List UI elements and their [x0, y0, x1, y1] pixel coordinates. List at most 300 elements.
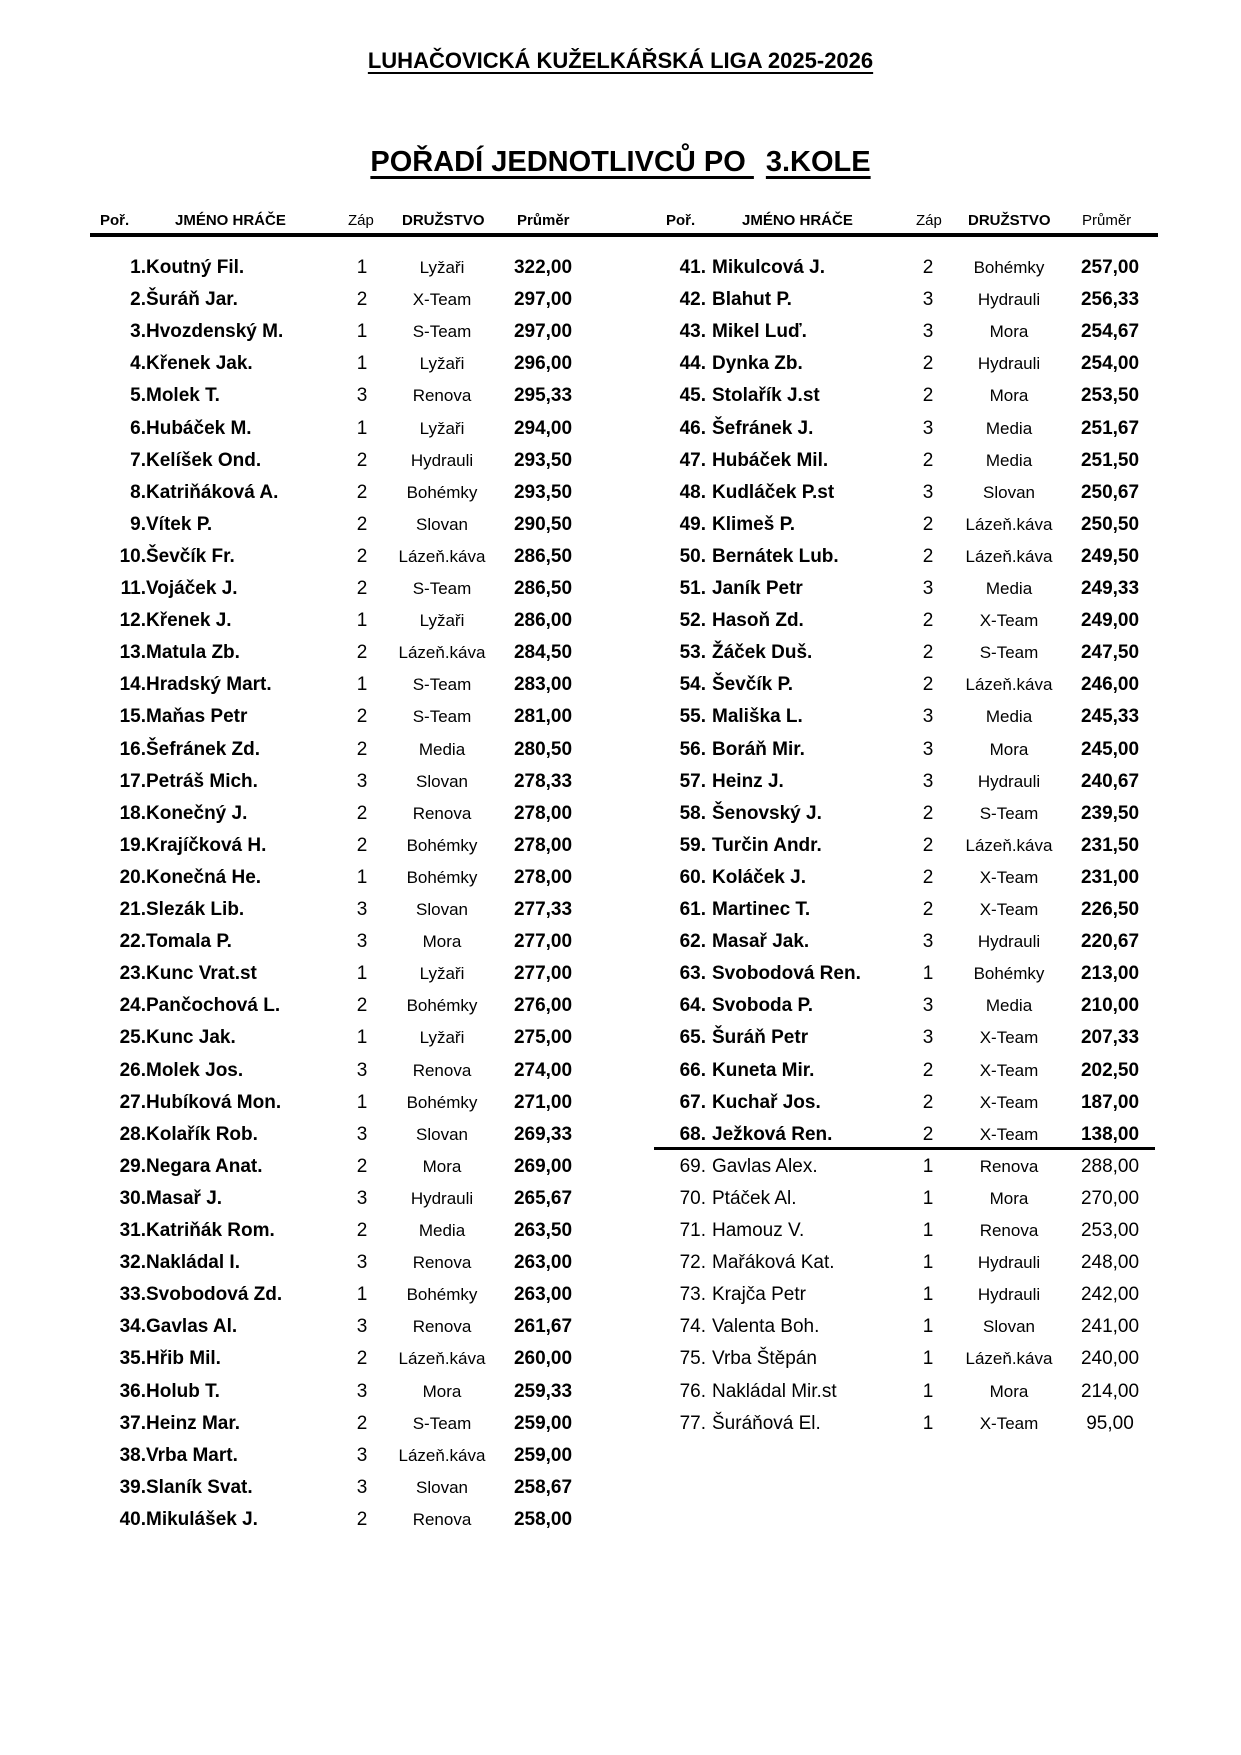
team-cell: Lázeň.káva: [965, 514, 1053, 534]
team-cell: Slovan: [416, 771, 468, 791]
average-cell: 265,67: [513, 1187, 573, 1209]
rank-cell: 58.: [679, 802, 706, 824]
rank-cell: 5.: [130, 385, 146, 407]
player-name-cell: Boráň Mir.: [712, 738, 805, 760]
player-name-cell: Bernátek Lub.: [712, 545, 839, 567]
player-name-cell: Vítek P.: [146, 513, 213, 535]
games-cell: 2: [922, 1091, 934, 1113]
player-name-cell: Svobodová Zd.: [146, 1284, 283, 1306]
player-name-cell: Šuráň Jar.: [146, 289, 238, 311]
average-cell: 213,00: [1080, 963, 1140, 985]
rank-cell: 59.: [679, 834, 706, 856]
player-name-cell: Mikulcová J.: [712, 257, 825, 278]
games-cell: 1: [356, 866, 368, 888]
rank-cell: 56.: [679, 738, 706, 760]
team-cell: Lázeň.káva: [398, 643, 486, 663]
player-name-cell: Holub T.: [146, 1380, 220, 1402]
games-cell: 1: [356, 610, 368, 632]
player-name-cell: Nakládal Mir.st: [712, 1380, 837, 1402]
average-cell: 296,00: [513, 353, 573, 375]
rank-cell: 75.: [679, 1348, 706, 1370]
player-name-cell: Šefránek J.: [712, 417, 814, 439]
rank-cell: 74.: [679, 1316, 706, 1338]
team-cell: Lázeň.káva: [965, 835, 1053, 855]
player-name-cell: Žáček Duš.: [712, 642, 813, 664]
player-name-cell: Šuráňová El.: [712, 1412, 821, 1434]
average-cell: 249,33: [1080, 578, 1140, 599]
rank-cell: 42.: [679, 289, 706, 311]
team-cell: X-Team: [979, 1092, 1039, 1112]
rank-cell: 65.: [679, 1027, 706, 1049]
rank-cell: 1.: [130, 257, 146, 278]
player-name-cell: Koláček J.: [712, 866, 806, 888]
player-name-cell: Hradský Mart.: [146, 674, 272, 696]
average-cell: 294,00: [513, 417, 573, 439]
team-cell: Mora: [989, 386, 1029, 406]
team-cell: Lázeň.káva: [398, 1349, 486, 1369]
average-cell: 214,00: [1080, 1380, 1140, 1402]
player-name-cell: Katriňák Rom.: [146, 1220, 275, 1241]
player-name-cell: Vrba Štěpán: [712, 1348, 817, 1370]
player-name-cell: Mikulášek J.: [146, 1508, 258, 1530]
games-cell: 3: [356, 770, 368, 792]
team-cell: Renova: [412, 1509, 472, 1529]
rank-cell: 69.: [679, 1155, 706, 1177]
rank-cell: 21.: [119, 899, 146, 920]
games-cell: 2: [922, 610, 934, 632]
games-cell: 1: [922, 1252, 934, 1274]
header-average-right: Průměr: [1082, 212, 1132, 229]
team-cell: Renova: [412, 803, 472, 823]
games-cell: 3: [356, 931, 368, 953]
average-cell: 254,67: [1080, 321, 1140, 343]
player-name-cell: Ševčík P.: [712, 674, 794, 696]
games-cell: 3: [356, 1123, 368, 1145]
average-cell: 246,00: [1080, 674, 1140, 696]
team-cell: Renova: [979, 1156, 1039, 1176]
rank-cell: 77.: [679, 1412, 706, 1434]
games-cell: 1: [356, 963, 368, 985]
team-cell: Slovan: [416, 1124, 468, 1144]
average-cell: 241,00: [1080, 1316, 1140, 1338]
team-cell: Media: [985, 996, 1033, 1016]
games-cell: 3: [922, 770, 934, 792]
team-cell: X-Team: [979, 611, 1039, 631]
player-name-cell: Negara Anat.: [146, 1155, 263, 1177]
average-cell: 284,50: [513, 642, 573, 664]
rank-cell: 34.: [119, 1316, 146, 1338]
player-name-cell: Hubáček Mil.: [712, 449, 829, 471]
rank-cell: 68.: [679, 1123, 706, 1145]
player-name-cell: Martinec T.: [712, 899, 811, 920]
player-name-cell: Hamouz V.: [712, 1220, 805, 1241]
league-title: [0, 48, 1241, 74]
games-cell: 3: [922, 481, 934, 503]
rank-cell: 30.: [119, 1187, 146, 1209]
rank-cell: 9.: [130, 513, 146, 535]
rank-cell: 14.: [119, 674, 146, 696]
average-cell: 245,00: [1080, 738, 1140, 760]
average-cell: 278,00: [513, 866, 573, 888]
team-cell: S-Team: [412, 1413, 472, 1433]
average-cell: 322,00: [513, 257, 573, 278]
team-cell: X-Team: [979, 1413, 1039, 1433]
games-cell: 1: [356, 1091, 368, 1113]
standings-title-main: POŘADÍ JEDNOTLIVCŮ PO: [370, 146, 754, 178]
team-cell: Hydrauli: [977, 932, 1041, 952]
rank-cell: 6.: [130, 417, 146, 439]
games-cell: 3: [922, 995, 934, 1017]
average-cell: 286,00: [513, 610, 573, 632]
average-cell: 281,00: [513, 706, 573, 728]
header-team-right: DRUŽSTVO: [968, 212, 1051, 229]
games-cell: 2: [356, 834, 368, 856]
average-cell: 258,00: [513, 1508, 573, 1530]
team-cell: Mora: [422, 1381, 462, 1401]
rank-cell: 73.: [679, 1284, 706, 1306]
rank-cell: 52.: [679, 610, 706, 632]
player-name-cell: Turčin Andr.: [712, 834, 822, 856]
team-cell: Slovan: [983, 1317, 1035, 1337]
rank-cell: 70.: [679, 1187, 706, 1209]
player-name-cell: Heinz J.: [712, 770, 784, 792]
games-cell: 1: [356, 321, 368, 343]
header-games-left: Záp: [348, 212, 374, 229]
average-cell: 297,00: [513, 289, 573, 311]
team-cell: Lyžaři: [419, 354, 465, 374]
team-cell: Slovan: [416, 514, 468, 534]
team-cell: S-Team: [412, 579, 472, 598]
team-cell: Hydrauli: [977, 354, 1041, 374]
games-cell: 2: [922, 802, 934, 824]
rank-cell: 57.: [679, 770, 706, 792]
games-cell: 2: [356, 289, 368, 311]
average-cell: 259,33: [513, 1380, 573, 1402]
player-name-cell: Šefránek Zd.: [146, 738, 261, 760]
games-cell: 3: [356, 1187, 368, 1209]
games-cell: 2: [356, 642, 368, 664]
average-cell: 210,00: [1080, 995, 1140, 1017]
rank-cell: 43.: [679, 321, 706, 343]
player-name-cell: Matula Zb.: [146, 642, 240, 664]
average-cell: 250,67: [1080, 481, 1140, 503]
games-cell: 2: [356, 1508, 368, 1530]
average-cell: 240,67: [1080, 770, 1140, 792]
team-cell: Bohémky: [406, 867, 478, 887]
player-name-cell: Kuchař Jos.: [712, 1091, 821, 1113]
rank-cell: 40.: [119, 1508, 146, 1530]
average-cell: 276,00: [513, 995, 573, 1017]
team-cell: Hydrauli: [977, 771, 1041, 791]
rank-cell: 31.: [119, 1220, 146, 1241]
team-cell: X-Team: [979, 1124, 1039, 1144]
rank-cell: 15.: [119, 706, 146, 728]
games-cell: 3: [356, 1476, 368, 1498]
games-cell: 3: [356, 385, 368, 407]
player-name-cell: Molek Jos.: [146, 1059, 244, 1081]
header-name-left: JMÉNO HRÁČE: [175, 212, 286, 229]
average-cell: 275,00: [513, 1027, 573, 1049]
team-cell: Lyžaři: [419, 1028, 465, 1048]
player-name-cell: Ševčík Fr.: [146, 545, 235, 567]
rank-cell: 38.: [119, 1444, 146, 1466]
team-cell: Bohémky: [406, 1285, 478, 1305]
team-cell: Mora: [989, 1381, 1029, 1401]
average-cell: 95,00: [1086, 1412, 1134, 1434]
games-cell: 3: [922, 1027, 934, 1049]
average-cell: 288,00: [1080, 1155, 1140, 1177]
average-cell: 249,00: [1080, 610, 1140, 632]
team-cell: Renova: [412, 386, 472, 406]
team-cell: Lázeň.káva: [398, 1445, 486, 1465]
team-cell: Mora: [989, 739, 1029, 759]
games-cell: 3: [922, 289, 934, 311]
games-cell: 2: [356, 481, 368, 503]
player-name-cell: Krajíčková H.: [146, 834, 267, 856]
rank-cell: 12.: [119, 610, 146, 632]
player-name-cell: Katriňáková A.: [146, 481, 279, 503]
player-name-cell: Koutný Fil.: [146, 257, 245, 278]
player-name-cell: Svoboda P.: [712, 995, 814, 1017]
rank-cell: 50.: [679, 545, 706, 567]
average-cell: 247,50: [1080, 642, 1140, 664]
player-name-cell: Tomala P.: [146, 931, 232, 953]
team-cell: Slovan: [983, 482, 1035, 502]
team-cell: Bohémky: [406, 482, 478, 502]
games-cell: 3: [922, 706, 934, 728]
average-cell: 187,00: [1080, 1091, 1140, 1113]
player-name-cell: Kuneta Mir.: [712, 1059, 815, 1081]
games-cell: 1: [356, 1027, 368, 1049]
games-cell: 2: [356, 578, 368, 599]
rank-cell: 33.: [119, 1284, 146, 1306]
average-cell: 259,00: [513, 1412, 573, 1434]
player-name-cell: Kudláček P.st: [712, 481, 835, 503]
average-cell: 263,00: [513, 1284, 573, 1306]
player-name-cell: Dynka Zb.: [712, 353, 803, 375]
games-cell: 2: [922, 385, 934, 407]
average-cell: 278,00: [513, 802, 573, 824]
team-cell: S-Team: [412, 707, 472, 727]
team-cell: Media: [985, 707, 1033, 727]
header-rank-right: Poř.: [666, 212, 696, 229]
team-cell: Media: [418, 739, 466, 759]
games-cell: 2: [922, 642, 934, 664]
player-name-cell: Šuráň Petr: [712, 1027, 809, 1049]
team-cell: X-Team: [979, 900, 1039, 919]
games-cell: 2: [356, 513, 368, 535]
average-cell: 231,00: [1080, 866, 1140, 888]
standings-title: [0, 146, 1241, 179]
games-cell: 2: [356, 995, 368, 1017]
games-cell: 2: [922, 545, 934, 567]
team-cell: Lyžaři: [419, 258, 465, 277]
average-cell: 249,50: [1080, 545, 1140, 567]
average-cell: 295,33: [513, 385, 573, 407]
average-cell: 239,50: [1080, 802, 1140, 824]
team-cell: Lyžaři: [419, 611, 465, 631]
rank-cell: 62.: [679, 931, 706, 953]
player-name-cell: Gavlas Al.: [146, 1316, 238, 1338]
games-cell: 2: [922, 1123, 934, 1145]
rank-cell: 36.: [119, 1380, 146, 1402]
rank-cell: 54.: [679, 674, 706, 696]
games-cell: 2: [356, 706, 368, 728]
average-cell: 278,33: [513, 770, 573, 792]
header-team-left: DRUŽSTVO: [402, 212, 485, 229]
rank-cell: 47.: [679, 449, 706, 471]
average-cell: 248,00: [1080, 1252, 1140, 1274]
rank-cell: 16.: [119, 738, 146, 760]
average-cell: 253,00: [1080, 1220, 1140, 1241]
average-cell: 251,50: [1080, 449, 1140, 471]
games-cell: 2: [356, 1155, 368, 1177]
player-name-cell: Ptáček Al.: [712, 1187, 797, 1209]
average-cell: 293,50: [513, 449, 573, 471]
rank-cell: 41.: [679, 257, 706, 278]
player-name-cell: Heinz Mar.: [146, 1412, 240, 1434]
games-cell: 3: [356, 899, 368, 920]
team-cell: Bohémky: [406, 835, 478, 855]
rank-cell: 19.: [119, 834, 146, 856]
rank-cell: 2.: [130, 289, 146, 311]
rank-cell: 66.: [679, 1059, 706, 1081]
rank-cell: 18.: [119, 802, 146, 824]
rank-cell: 20.: [119, 866, 146, 888]
average-cell: 286,50: [513, 545, 573, 567]
team-cell: Bohémky: [973, 258, 1045, 277]
rank-cell: 45.: [679, 385, 706, 407]
rank-cell: 22.: [119, 931, 146, 953]
team-cell: Mora: [422, 1156, 462, 1176]
player-name-cell: Konečná He.: [146, 866, 262, 888]
average-cell: 269,33: [513, 1123, 573, 1145]
average-cell: 293,50: [513, 481, 573, 503]
player-name-cell: Janík Petr: [712, 578, 803, 599]
games-cell: 1: [922, 1412, 934, 1434]
player-name-cell: Kolařík Rob.: [146, 1123, 258, 1145]
average-cell: 278,00: [513, 834, 573, 856]
player-name-cell: Kelíšek Ond.: [146, 449, 262, 471]
games-cell: 2: [922, 899, 934, 920]
games-cell: 2: [922, 449, 934, 471]
games-cell: 1: [922, 1380, 934, 1402]
player-name-cell: Ježková Ren.: [712, 1123, 833, 1145]
player-name-cell: Blahut P.: [712, 289, 792, 311]
games-cell: 1: [356, 353, 368, 375]
rank-cell: 7.: [130, 449, 146, 471]
player-name-cell: Maňas Petr: [146, 706, 248, 728]
games-cell: 1: [356, 417, 368, 439]
games-cell: 1: [922, 1220, 934, 1241]
player-name-cell: Masař J.: [146, 1187, 223, 1209]
header-average-left: Průměr: [517, 212, 570, 229]
team-cell: Mora: [422, 932, 462, 952]
player-name-cell: Stolařík J.st: [712, 385, 820, 407]
games-cell: 1: [922, 1284, 934, 1306]
player-name-cell: Křenek J.: [146, 610, 232, 632]
games-cell: 2: [922, 257, 934, 278]
average-cell: 261,67: [513, 1316, 573, 1338]
average-cell: 242,00: [1080, 1284, 1140, 1306]
rank-cell: 51.: [679, 578, 706, 599]
team-cell: S-Team: [412, 322, 472, 342]
team-cell: Renova: [412, 1317, 472, 1337]
rank-cell: 32.: [119, 1252, 146, 1274]
team-cell: Lyžaři: [419, 418, 465, 438]
games-cell: 3: [356, 1380, 368, 1402]
average-cell: 257,00: [1080, 257, 1140, 278]
rank-cell: 8.: [130, 481, 146, 503]
player-name-cell: Valenta Boh.: [712, 1316, 820, 1338]
team-cell: Slovan: [416, 1477, 468, 1497]
team-cell: Hydrauli: [410, 1188, 474, 1208]
rank-cell: 64.: [679, 995, 706, 1017]
player-name-cell: Kunc Jak.: [146, 1027, 236, 1049]
games-cell: 1: [922, 963, 934, 985]
average-cell: 220,67: [1080, 931, 1140, 953]
player-name-cell: Hvozdenský M.: [146, 321, 284, 343]
player-name-cell: Masař Jak.: [712, 931, 810, 953]
team-cell: Renova: [412, 1253, 472, 1273]
rank-cell: 25.: [119, 1027, 146, 1049]
team-cell: X-Team: [412, 290, 472, 310]
rank-cell: 28.: [119, 1123, 146, 1145]
games-cell: 2: [922, 866, 934, 888]
rank-cell: 48.: [679, 481, 706, 503]
player-name-cell: Vojáček J.: [146, 578, 238, 599]
player-name-cell: Slezák Lib.: [146, 899, 245, 920]
player-name-cell: Klimeš P.: [712, 513, 796, 535]
average-cell: 277,00: [513, 963, 573, 985]
header-rule: [90, 233, 1158, 237]
average-cell: 258,67: [513, 1476, 573, 1498]
average-cell: 263,50: [513, 1220, 573, 1241]
games-cell: 2: [922, 353, 934, 375]
games-cell: 2: [356, 1412, 368, 1434]
player-name-cell: Hřib Mil.: [146, 1348, 221, 1370]
average-cell: 251,67: [1080, 417, 1140, 439]
average-cell: 297,00: [513, 321, 573, 343]
average-cell: 231,50: [1080, 834, 1140, 856]
standings-title-round: 3.KOLE: [765, 146, 871, 178]
team-cell: Media: [985, 579, 1033, 598]
rank-cell: 55.: [679, 706, 706, 728]
average-cell: 202,50: [1080, 1059, 1140, 1081]
team-cell: Media: [985, 418, 1033, 438]
games-cell: 3: [922, 578, 934, 599]
games-cell: 1: [922, 1348, 934, 1370]
average-cell: 280,50: [513, 738, 573, 760]
average-cell: 263,00: [513, 1252, 573, 1274]
team-cell: Bohémky: [406, 1092, 478, 1112]
rank-cell: 13.: [119, 642, 146, 664]
team-cell: Hydrauli: [977, 1253, 1041, 1273]
games-cell: 3: [356, 1316, 368, 1338]
rank-cell: 44.: [679, 353, 706, 375]
player-name-cell: Křenek Jak.: [146, 353, 253, 375]
rank-cell: 71.: [679, 1220, 706, 1241]
average-cell: 256,33: [1080, 289, 1140, 311]
player-name-cell: Mikel Luď.: [712, 321, 807, 343]
team-cell: Hydrauli: [977, 1285, 1041, 1305]
average-cell: 138,00: [1080, 1123, 1140, 1145]
average-cell: 245,33: [1080, 706, 1140, 728]
rank-cell: 60.: [679, 866, 706, 888]
rank-cell: 4.: [130, 353, 146, 375]
rank-cell: 72.: [679, 1252, 706, 1274]
player-name-cell: Vrba Mart.: [146, 1444, 238, 1466]
